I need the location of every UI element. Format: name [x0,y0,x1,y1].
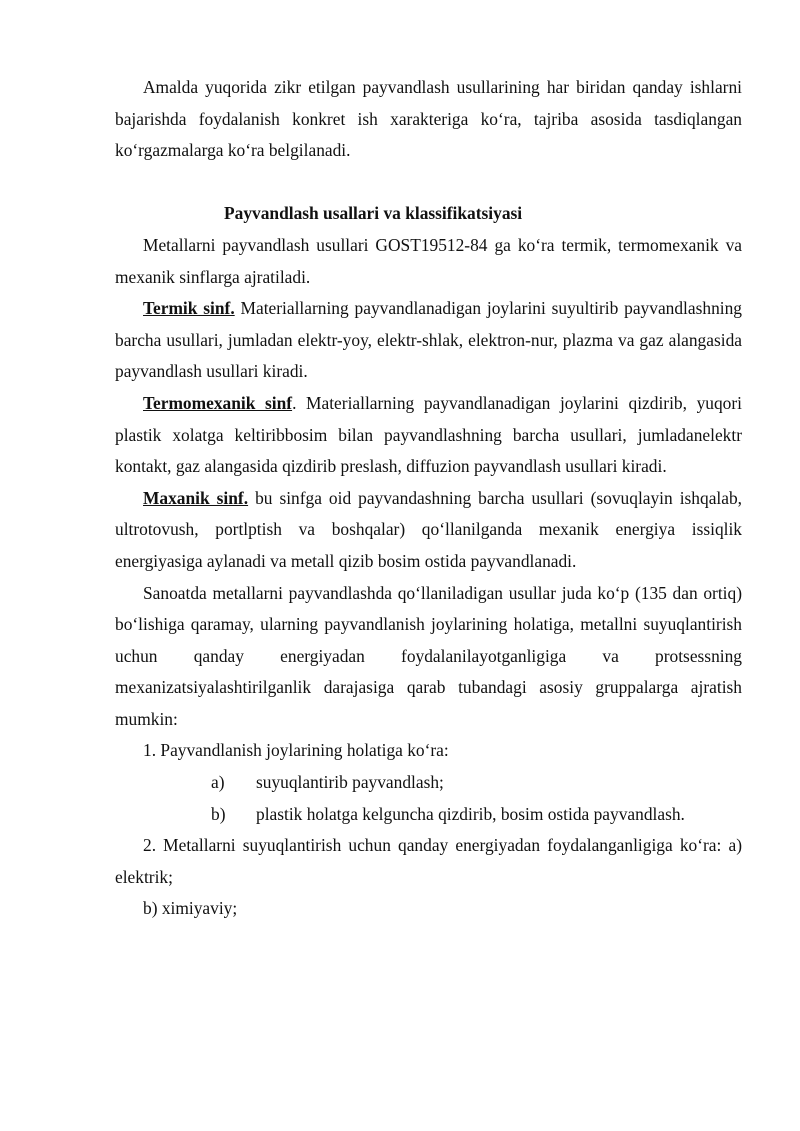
section-heading: Payvandlash usallari va klassifikatsiyasi [224,203,523,224]
termik-paragraph [115,293,742,388]
termik-text: Materiallarning payvandlanadigan joylarini suyultirib payvandlashning barcha usullari, jumladan elektr-yoy, elektr-shlak, elektron-nur, plazma va gaz alangasida payvandlash usullari kiradi. [115,298,742,382]
list-item-1 [115,735,742,767]
termik-term: Termik sinf. [143,298,235,319]
sub-item-a [115,767,742,799]
sanoat-paragraph: Sanoatda metallarni payvandlashda qo‘llaniladigan usullar juda ko‘p (135 dan ortiq) bo‘lishiga qaramay, ularning payvandlanish joylarining holatiga, metallni suyuqlantirish uchun qanday energiyadan foydalanilayotganligiga va protsessning mexanizatsiyalashtirilganlik darajasiga qarab tubandagi asosiy gruppalarga ajratish mumkin: [115,582,742,729]
intro-paragraph: Amalda yuqorida zikr etilgan payvandlash usullarining har biridan qanday ishlarni bajarishda foydalanish konkret ish xarakteriga ko‘ra, tajriba asosida tasdiqlangan ko‘rgazmalarga ko‘ra belgilanadi. [115,77,742,161]
maxanik-text: bu sinfga oid payvandashning barcha usullari (sovuqlayin ishqalab, ultrotovush, portlptish va boshqalar) qo‘llanilganda mexanik energiya issiqlik energiyasiga aylanadi va metall qizib bosim ostida payvandlanadi. [115,487,743,571]
maxanik-term: Maxanik sinf. [143,487,249,508]
gost-paragraph: Metallarni payvandlash usullari GOST19512-84 ga ko‘ra termik, termomexanik va mexanik sinflarga ajratiladi. [115,234,742,287]
list-item-2: 2. Metallarni suyuqlantirish uchun qanday energiyadan foydalanganligiga ko‘ra: a) elektrik; [115,835,742,887]
termomexanik-term: Termomexanik sinf [143,392,293,413]
list-number: 1. [143,740,157,761]
sub-marker: b) [211,803,226,824]
termomexanik-paragraph [115,388,742,483]
list-text: Payvandlanish joylarining holatiga ko‘ra: [156,740,449,761]
termomexanik-text: . Materiallarning payvandlanadigan joylarini qizdirib, yuqori plastik xolatga keltiribbosim bilan payvandlashning barcha usullari, jumladanelektr kontakt, gaz alangasida qizdirib preslash, diffuzion payvandlash usullari kiradi. [115,392,742,477]
sub-marker: a) [211,772,225,793]
maxanik-paragraph [115,483,742,578]
sub-text: plastik holatga kelguncha qizdirib, bosim ostida payvandlash. [256,803,685,824]
list-item-2-b: b) ximiyaviy; [143,898,238,919]
document-page [115,72,742,925]
sub-item-b [115,799,742,831]
sub-text: suyuqlantirib payvandlash; [256,772,444,793]
